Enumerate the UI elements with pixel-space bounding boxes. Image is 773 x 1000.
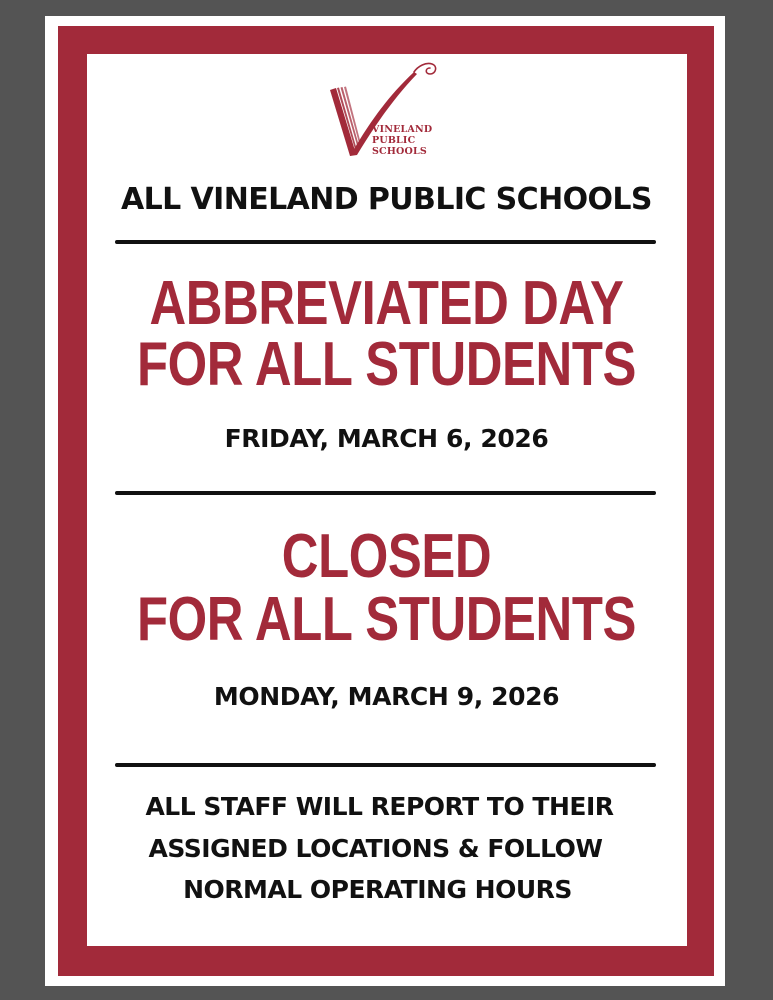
closed-heading: CLOSED bbox=[281, 522, 492, 591]
staff-notice-line: ALL STAFF WILL REPORT TO THEIR bbox=[145, 792, 614, 821]
abbreviated-day-heading: ABBREVIATED DAY bbox=[149, 269, 624, 338]
closed-subheading: FOR ALL STUDENTS bbox=[136, 585, 637, 654]
staff-notice-line: NORMAL OPERATING HOURS bbox=[183, 875, 572, 904]
staff-notice-line: ASSIGNED LOCATIONS & FOLLOW bbox=[148, 834, 603, 863]
divider bbox=[115, 763, 656, 767]
logo-line-schools: SCHOOLS bbox=[372, 146, 427, 157]
abbreviated-day-date: FRIDAY, MARCH 6, 2026 bbox=[224, 424, 549, 453]
page-title: ALL VINELAND PUBLIC SCHOOLS bbox=[121, 182, 652, 217]
logo-wordmark bbox=[372, 124, 432, 157]
closed-date: MONDAY, MARCH 9, 2026 bbox=[213, 682, 560, 711]
divider bbox=[115, 491, 656, 495]
divider bbox=[115, 240, 656, 244]
logo-line-vineland: VINELAND bbox=[372, 124, 433, 135]
abbreviated-day-subheading: FOR ALL STUDENTS bbox=[136, 330, 637, 399]
logo-line-public: PUBLIC bbox=[372, 135, 416, 146]
